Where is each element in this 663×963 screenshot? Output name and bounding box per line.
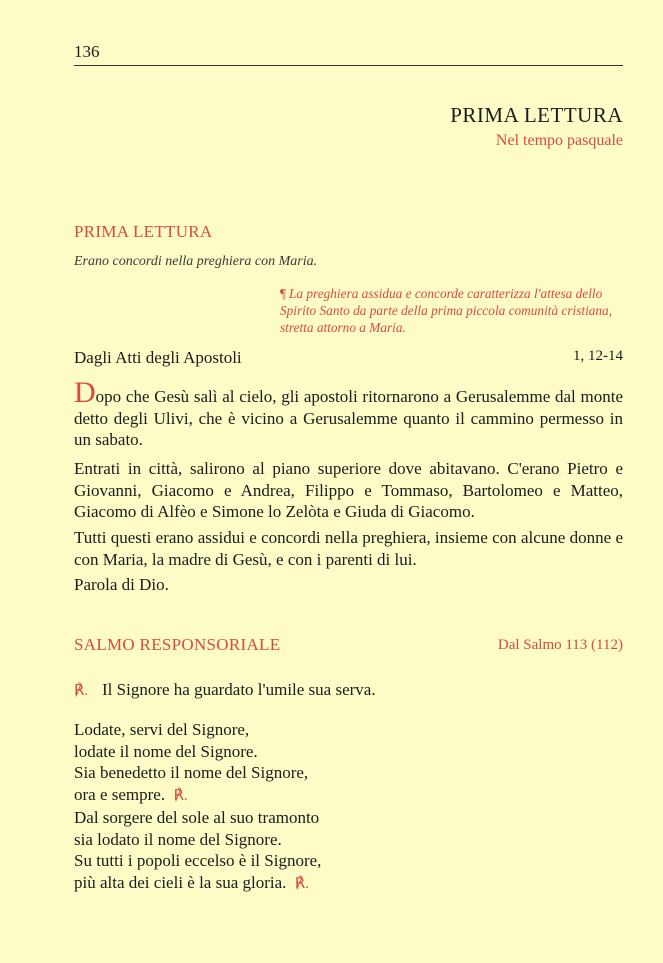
reading-heading: PRIMA LETTURA [74,222,213,241]
stanza-line: Su tutti i popoli eccelso è il Signore, [74,851,322,870]
reading-note-text: La preghiera assidua e concorde caratterizza l'attesa dello Spirito Santo da parte della prima piccola comunità cristiana, stretta attorno a Maria. [280,286,613,335]
reading-paragraph-2: Entrati in città, salirono al piano superiore dove abitavano. C'erano Pietro e Giovanni, Giacomo e Andrea, Filippo e Tommaso, Bartolomeo e Matteo, Giacomo di Alfèo e Simone lo Zelòta e Giuda di Giacomo. [74,459,623,521]
response-symbol: ℟. [74,683,89,699]
drop-cap: D [74,376,96,409]
reading-summary: Erano concordi nella preghiera con Maria. [74,254,318,269]
psalm-stanza-1 [74,719,308,807]
psalm-reference: Dal Salmo 113 (112) [497,637,623,653]
stanza-line-with-response [74,784,308,808]
reading-closing: Parola di Dio. [74,575,169,594]
reading-note [280,285,626,336]
reading-paragraph-1-text: opo che Gesù salì al cielo, gli apostoli ritornarono a Gerusalemme dal monte detto degli Ulivi, che è vicino a Gerusalemme quanto il cammino permesso in un sabato. [74,387,623,449]
reading-source-row [74,348,623,368]
section-title: PRIMA LETTURA [450,103,623,127]
psalm-response [74,680,376,700]
stanza-line: Lodate, servi del Signore, [74,720,250,739]
pilcrow-icon: ¶ [280,286,287,301]
stanza-line: più alta dei cieli è la sua gloria. [74,872,287,892]
stanza-line: lodate il nome del Signore. [74,741,258,761]
psalm-stanza-2 [74,807,321,895]
reading-source: Dagli Atti degli Apostoli [74,348,242,367]
reading-reference: 1, 12-14 [573,348,623,364]
stanza-line: Dal sorgere del sole al suo tramonto [74,808,320,827]
stanza-line: ora e sempre. [74,784,166,804]
reading-paragraph-3: Tutti questi erano assidui e concordi nella preghiera, insieme con alcune donne e con Maria, la madre di Gesù, e con i parenti di lui. [74,528,623,569]
response-symbol: ℟. [173,787,188,804]
reading-paragraph-1 [74,376,623,451]
stanza-line: sia lodato il nome del Signore. [74,829,282,849]
page-number: 136 [74,42,100,61]
stanza-line: Sia benedetto il nome del Signore, [74,763,309,782]
stanza-line-with-response [74,872,321,896]
response-symbol: ℟. [294,875,309,892]
psalm-response-text: Il Signore ha guardato l'umile sua serva. [102,680,376,699]
psalm-heading: SALMO RESPONSORIALE [74,635,281,654]
section-subtitle: Nel tempo pasquale [495,132,623,149]
header-rule [74,65,623,66]
